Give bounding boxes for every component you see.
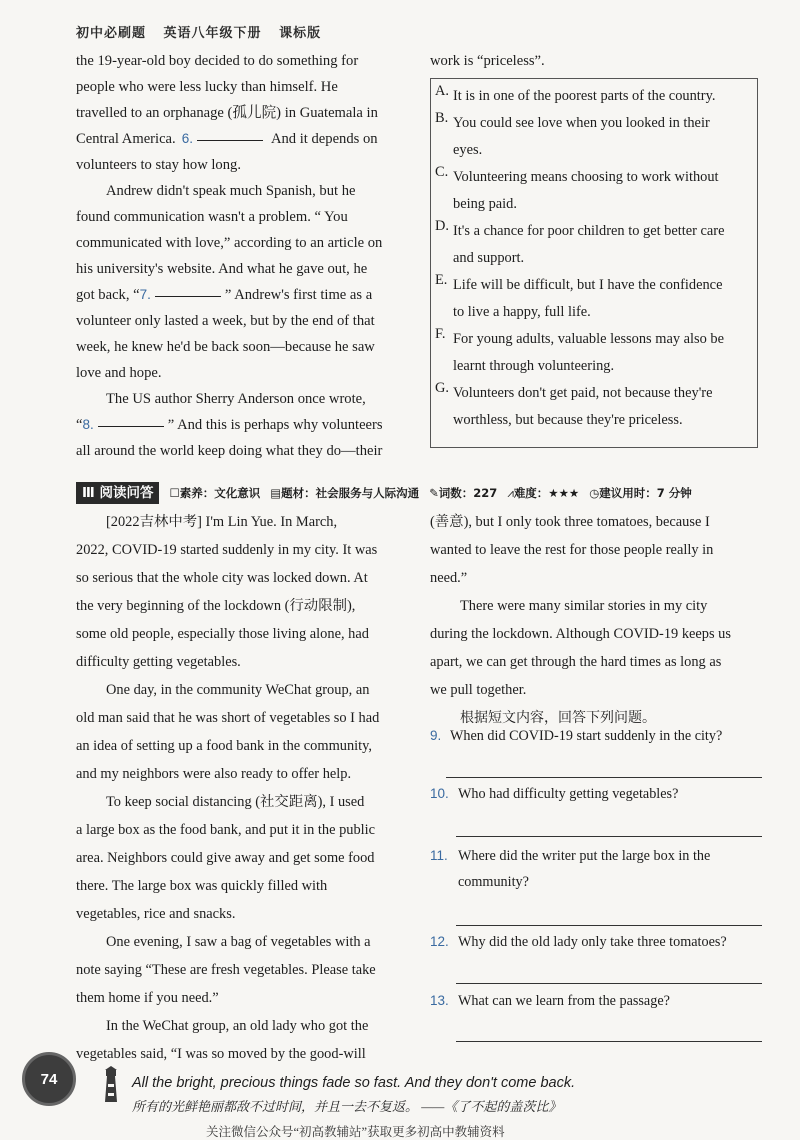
text-line: during the lockdown. Although COVID-19 keeps us [430,626,731,642]
subject-name: 英语八年级下册 [163,26,262,41]
option-key: G. [435,380,449,396]
option-key: C. [435,164,449,180]
text-line: The US author Sherry Anderson once wrote, [106,391,366,407]
text-line: love and hope. [76,365,162,381]
blank-number-8: 8. [82,417,94,432]
option-text: For young adults, valuable lessons may also be [453,331,724,347]
text-line: travelled to an orphanage (孤儿院) in Guatemala in [76,105,378,121]
text-line: vegetables said, “I was so moved by the good-will [76,1046,366,1062]
text-line [76,126,406,152]
text-line: To keep social distancing (社交距离), I used [106,794,365,810]
section-header [76,482,766,504]
text-line: all around the world keep doing what they do—their [76,443,383,459]
text-line: note saying “These are fresh vegetables. Please take [76,962,376,978]
question-9 [430,728,760,745]
text-line: and my neighbors were also ready to offer help. [76,766,352,782]
section-badge: Ⅲ 阅读问答 [76,482,159,504]
text-line: need.” [430,570,468,586]
passage2-right-column [430,508,760,732]
text-line: vegetables, rice and snacks. [76,906,236,922]
question-text: community? [458,874,529,890]
option-text: Volunteering means choosing to work without [453,169,719,185]
answer-line-12[interactable] [456,983,762,984]
text-line: (善意), but I only took three tomatoes, because I [430,514,710,530]
book-name: 初中必刷题 [76,26,147,41]
text-line: so serious that the whole city was locked down. At [76,570,368,586]
edition-name: 课标版 [279,26,322,41]
option-b [435,110,757,164]
difficulty-label: ⩘难度：★★★ [507,486,580,500]
answer-blank-6[interactable] [197,126,263,141]
option-key: A. [435,83,449,99]
text-fragment: ” And this is perhaps why volunteers [167,417,383,433]
option-key: F. [435,326,446,342]
topic-icon: ▤ [270,486,282,500]
time-label: ◷建议用时：7 分钟 [589,486,692,500]
question-number: 9. [430,728,442,743]
text-line [76,412,406,438]
passage1-right-top [430,48,760,74]
text-line: his university's website. And what he gave out, he [76,261,368,277]
words-label: ✎词数：227 [429,486,498,500]
option-text: learnt through volunteering. [453,358,615,374]
question-11 [430,846,760,891]
text-fragment: And it depends on [270,131,378,147]
question-12 [430,934,760,951]
text-line: the 19-year-old boy decided to do something for [76,53,359,69]
page-header [76,22,333,41]
text-fragment: Central America. [76,131,176,147]
question-text: When did COVID-19 start suddenly in the city? [450,728,723,744]
text-line: 2022, COVID-19 started suddenly in my city. It was [76,542,378,558]
footer-quote-english: All the bright, precious things fade so fast. And they don't come back. [132,1075,576,1091]
options-box [430,78,758,448]
text-line: volunteer only lasted a week, but by the end of that [76,313,375,329]
option-c [435,164,757,218]
footer-notice: 关注微信公众号“初高教辅站”获取更多初高中教辅资料 [206,1125,505,1139]
text-line: Andrew didn't speak much Spanish, but he [106,183,356,199]
option-text: and support. [453,250,525,266]
text-line: we pull together. [430,682,527,698]
option-text: to live a happy, full life. [453,304,591,320]
answer-line-10[interactable] [456,836,762,837]
option-f [435,326,757,380]
option-d [435,218,757,272]
question-10 [430,786,760,803]
option-e [435,272,757,326]
answer-blank-8[interactable] [98,412,164,427]
option-text: Life will be difficult, but I have the confidence [453,277,723,293]
text-line: a large box as the food bank, and put it in the public [76,822,376,838]
option-text: Volunteers don't get paid, not because they're [453,385,713,401]
text-line: communicated with love,” according to an article on [76,235,383,251]
text-line: an idea of setting up a food bank in the community, [76,738,373,754]
answer-line-9[interactable] [446,777,762,778]
text-line: old man said that he was short of vegetables so I had [76,710,380,726]
answer-line-13[interactable] [456,1041,762,1042]
blank-number-6: 6. [181,131,193,146]
text-line: the very beginning of the lockdown (行动限制), [76,598,356,614]
literacy-icon: ☐ [169,486,180,500]
page-number: 74 [40,1070,58,1088]
blank-number-7: 7. [139,287,151,302]
literacy-label: ☐素养：文化意识 [169,486,261,500]
text-line: apart, we can get through the hard times as long as [430,654,722,670]
option-key: B. [435,110,449,126]
words-icon: ✎ [429,486,439,500]
question-number: 12. [430,934,449,949]
text-line: wanted to leave the rest for those people really in [430,542,714,558]
option-text: It is in one of the poorest parts of the country. [453,88,716,104]
text-fragment: ” Andrew's first time as a [224,287,373,303]
text-line: work is “priceless”. [430,53,545,69]
difficulty-icon: ⩘ [507,486,514,500]
topic-label: ▤题材：社会服务与人际沟通 [270,486,420,500]
instruction: 根据短文内容，回答下列问题。 [460,710,656,726]
passage1-left-column [76,48,406,464]
text-line: some old people, especially those living alone, had [76,626,369,642]
option-key: D. [435,218,449,234]
answer-line-11[interactable] [456,925,762,926]
text-line: them home if you need.” [76,990,219,1006]
text-line: One evening, I saw a bag of vegetables with a [106,934,371,950]
question-text: Where did the writer put the large box in the [458,848,711,864]
option-g [435,380,757,434]
text-line: week, he knew he'd be back soon—because he saw [76,339,375,355]
question-text: Why did the old lady only take three tomatoes? [458,934,727,950]
option-a [435,83,757,110]
answer-blank-7[interactable] [155,282,221,297]
passage2-left-column [76,508,406,1068]
option-text: worthless, but because they're priceless. [453,412,683,428]
text-line: difficulty getting vegetables. [76,654,241,670]
lighthouse-icon [100,1066,122,1104]
question-text: Who had difficulty getting vegetables? [458,786,679,802]
option-text: eyes. [453,142,483,158]
question-number: 10. [430,786,449,801]
text-line [76,282,406,308]
text-line: In the WeChat group, an old lady who got the [106,1018,369,1034]
option-key: E. [435,272,448,288]
text-line: [2022吉林中考] I'm Lin Yue. In March, [106,514,338,530]
question-number: 13. [430,993,449,1008]
text-line: One day, in the community WeChat group, an [106,682,370,698]
question-text: What can we learn from the passage? [458,993,670,1009]
question-13 [430,993,760,1010]
option-text: It's a chance for poor children to get better care [453,223,725,239]
text-line: area. Neighbors could give away and get some food [76,850,375,866]
page-number-badge [22,1052,76,1106]
footer-quote-chinese: 所有的光鲜艳丽都敌不过时间，并且一去不复返。 ——《了不起的盖茨比》 [132,1099,562,1114]
text-line: people who were less lucky than himself. He [76,79,338,95]
text-fragment: got back, “ [76,287,140,303]
text-fragment: “ [76,417,83,433]
text-line: There were many similar stories in my city [460,598,708,614]
text-line: there. The large box was quickly filled with [76,878,328,894]
text-line: volunteers to stay how long. [76,157,241,173]
clock-icon: ◷ [589,486,600,500]
text-line: found communication wasn't a problem. “ You [76,209,348,225]
option-text: You could see love when you looked in their [453,115,710,131]
option-text: being paid. [453,196,517,212]
question-number: 11. [430,848,448,863]
